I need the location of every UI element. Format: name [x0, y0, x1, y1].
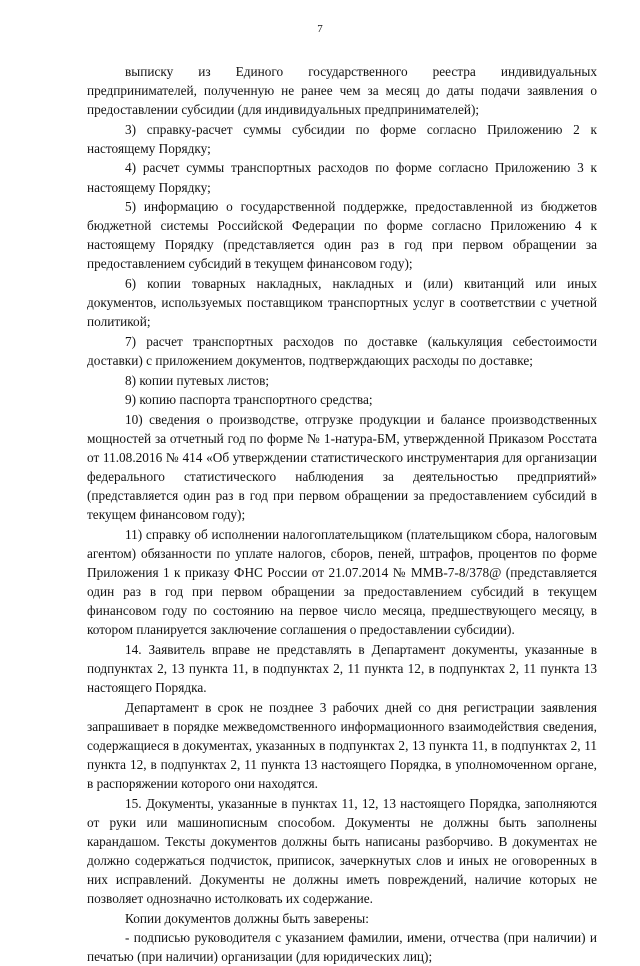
paragraph-item-11: 11) справку об исполнении налогоплательщиком (плательщиком сбора, налоговым агентом) обязанности по уплате налогов, сборов, пеней, штрафов, процентов по форме Приложения 1 к приказу ФНС России от 21.07.2014 № ММВ-7-8/378@ (представляется один раз в год при первом обращении за предоставлением субсидий в текущем финансовом году по состоянию на первое число месяца, предшествующего месяцу, в котором планируется заключение соглашения о предоставлении субсидии).: [87, 526, 597, 638]
paragraph-copies-certified: Копии документов должны быть заверены:: [125, 910, 369, 926]
paragraph-item-10: 10) сведения о производстве, отгрузке продукции и балансе производственных мощностей за отчетный год по форме № 1-натура-БМ, утвержденной Приказом Росстата от 11.08.2016 № 414 «Об утверждении статистического инструментария для организации федерального статистического наблюдения за деятельностью предприятий» (представляется один раз в год при первом обращении за предоставлением субсидий в текущем финансовом году);: [87, 411, 597, 523]
paragraph-item-5: 5) информацию о государственной поддержке, предоставленной из бюджетов бюджетной системы Российской Федерации по форме согласно Приложению 4 к настоящему Порядку (представляется один раз в год при первом обращении за предоставлением субсидий в текущем финансовом году);: [87, 199, 597, 272]
paragraph-clause-14: 14. Заявитель вправе не представлять в Департамент документы, указанные в подпунктах 2, 13 пункта 11, в подпунктах 2, 11 пункта 12, в подпунктах 2, 11 пункта 13 настоящего Порядка.: [87, 641, 597, 695]
paragraph-item-8: 8) копии путевых листов;: [125, 372, 270, 388]
paragraph-extract-egrip: выписку из Единого государственного реестра индивидуальных предпринимателей, полученную не ранее чем за месяц до даты подачи заявления о предоставлении субсидии (для индивидуальных предпринимателей);: [87, 64, 597, 118]
paragraph-item-9: 9) копию паспорта транспортного средства;: [125, 392, 373, 408]
paragraph-signature-requirement: - подписью руководителя с указанием фамилии, имени, отчества (при наличии) и печатью (при наличии) организации (для юридических лиц);: [87, 930, 597, 965]
paragraph-department-request: Департамент в срок не позднее 3 рабочих дней со дня регистрации заявления запрашивает в порядке межведомственного информационного взаимодействия сведения, содержащиеся в документах, указанных в подпунктах 2, 13 пункта 11, в подпунктах 2, 11 пункта 12, в подпунктах 2, 11 пункта 13 настоящего Порядка, в уполномоченном органе, в распоряжении которого они находятся.: [87, 699, 597, 791]
document-body: [87, 62, 597, 966]
paragraph-clause-15: 15. Документы, указанные в пунктах 11, 12, 13 настоящего Порядка, заполняются от руки или машинописным способом. Документы не должны быть заполнены карандашом. Тексты документов должны быть написаны разборчиво. В документах не должно содержаться подчисток, приписок, зачеркнутых слов и иных не оговоренных в них исправлений. Документы не должны иметь повреждений, наличие которых не позволяет однозначно истолковать их содержание.: [87, 795, 597, 907]
paragraph-item-3: 3) справку-расчет суммы субсидии по форме согласно Приложению 2 к настоящему Порядку;: [87, 121, 597, 156]
paragraph-item-7: 7) расчет транспортных расходов по доставке (калькуляция себестоимости доставки) с приложением документов, подтверждающих расходы по доставке;: [87, 333, 597, 368]
page-number: 7: [317, 23, 323, 35]
paragraph-item-6: 6) копии товарных накладных, накладных и (или) квитанций или иных документов, используемых поставщиком транспортных услуг в соответствии с учетной политикой;: [87, 276, 597, 330]
paragraph-item-4: 4) расчет суммы транспортных расходов по форме согласно Приложению 3 к настоящему Порядку;: [87, 160, 597, 195]
